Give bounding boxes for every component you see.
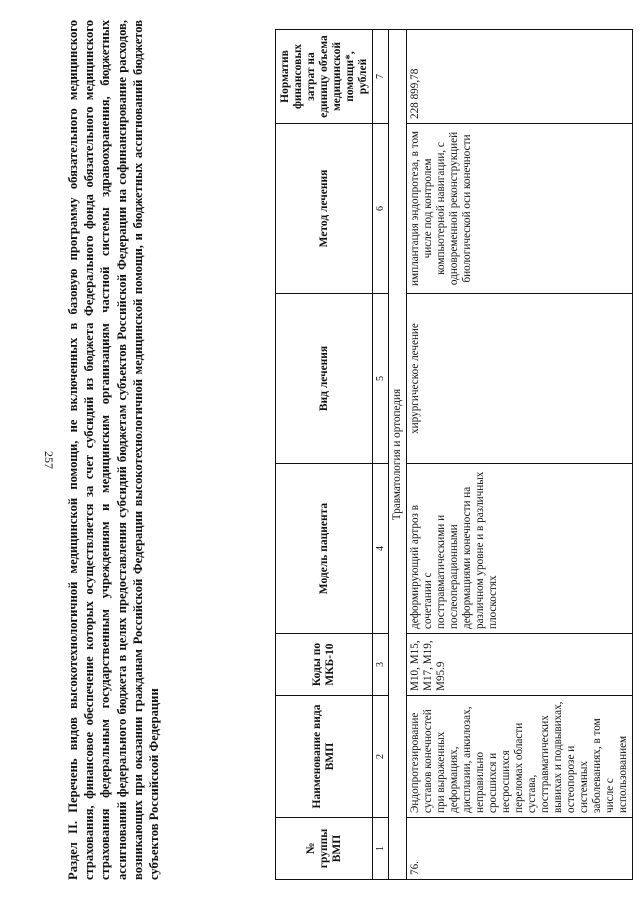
col-header-codes: Коды по МКБ-10 (276, 634, 373, 696)
col-number: 1 (373, 818, 389, 880)
page-number: 257 (42, 451, 56, 469)
col-number: 3 (373, 634, 389, 696)
col-number: 5 (373, 294, 389, 464)
section-heading-text: Раздел II. Перечень видов высокотехнологичной медицинской помощи, не включенных в базовую программу обязательного медицинского страхования, финансовое обеспечение которых осуществляется за счет субсидий из бюджета Федерального фонда обязательного медицинского страхования федеральным государственным учреждениям и медицинским организациям частной системы здравоохранения, бюджетных ассигнований федерального бюджета в целях предоставления субсидий бюджетам субъектов Российской Федерации на софинансирование расходов, возникающих при оказании гражданам Российской Федерации высокотехнологичной медицинской помощи, и бюджетных ассигнований бюджетов субъектов Российской Федерации (66, 20, 162, 880)
cell-name: Эндопротезирование суставов конечностей при выраженных деформациях, дисплазии, анкилозах, неправильно сросшихся и несросшихся переломах области сустава, посттравматических вывихах и подвывихах, остеопорозе и системных заболеваниях, в том числе с использованием (407, 696, 633, 818)
cell-treatment-method: имплантация эндопротеза, в том числе под контролем компьютерной навигации, с одновременной реконструкцией биологической оси конечности (407, 124, 633, 294)
table-section-row (389, 30, 407, 880)
cell-treatment-type: хирургическое лечение (407, 294, 633, 464)
table-header-row (276, 30, 373, 880)
section-title: Травматология и ортопедия (389, 30, 407, 880)
rotated-page-content (65, 20, 629, 880)
col-header-patient-model: Модель пациента (276, 464, 373, 634)
cell-cost: 228 899,78 (407, 30, 633, 124)
cell-group: 76. (407, 818, 633, 880)
table-row (407, 30, 633, 880)
col-number: 4 (373, 464, 389, 634)
col-header-treatment-type: Вид лечения (276, 294, 373, 464)
col-number: 2 (373, 696, 389, 818)
col-header-name: Наименование вида ВМП (276, 696, 373, 818)
col-header-treatment-method: Метод лечения (276, 124, 373, 294)
cell-patient-model: деформирующий артроз в сочетании с посттравматическими и послеоперационными деформациями конечности на различном уровне и в различных плоскостях (407, 464, 633, 634)
vmp-table (275, 29, 633, 880)
section-heading (65, 20, 162, 880)
col-header-group: № группы ВМП (276, 818, 373, 880)
cell-codes: M10, M15, M17, M19, M95.9 (407, 634, 633, 696)
col-header-cost: Норматив финансовых затрат на единицу объема медицинской помощи*, рублей (276, 30, 373, 124)
col-number: 6 (373, 124, 389, 294)
col-number: 7 (373, 30, 389, 124)
table-column-numbers-row (373, 30, 389, 880)
